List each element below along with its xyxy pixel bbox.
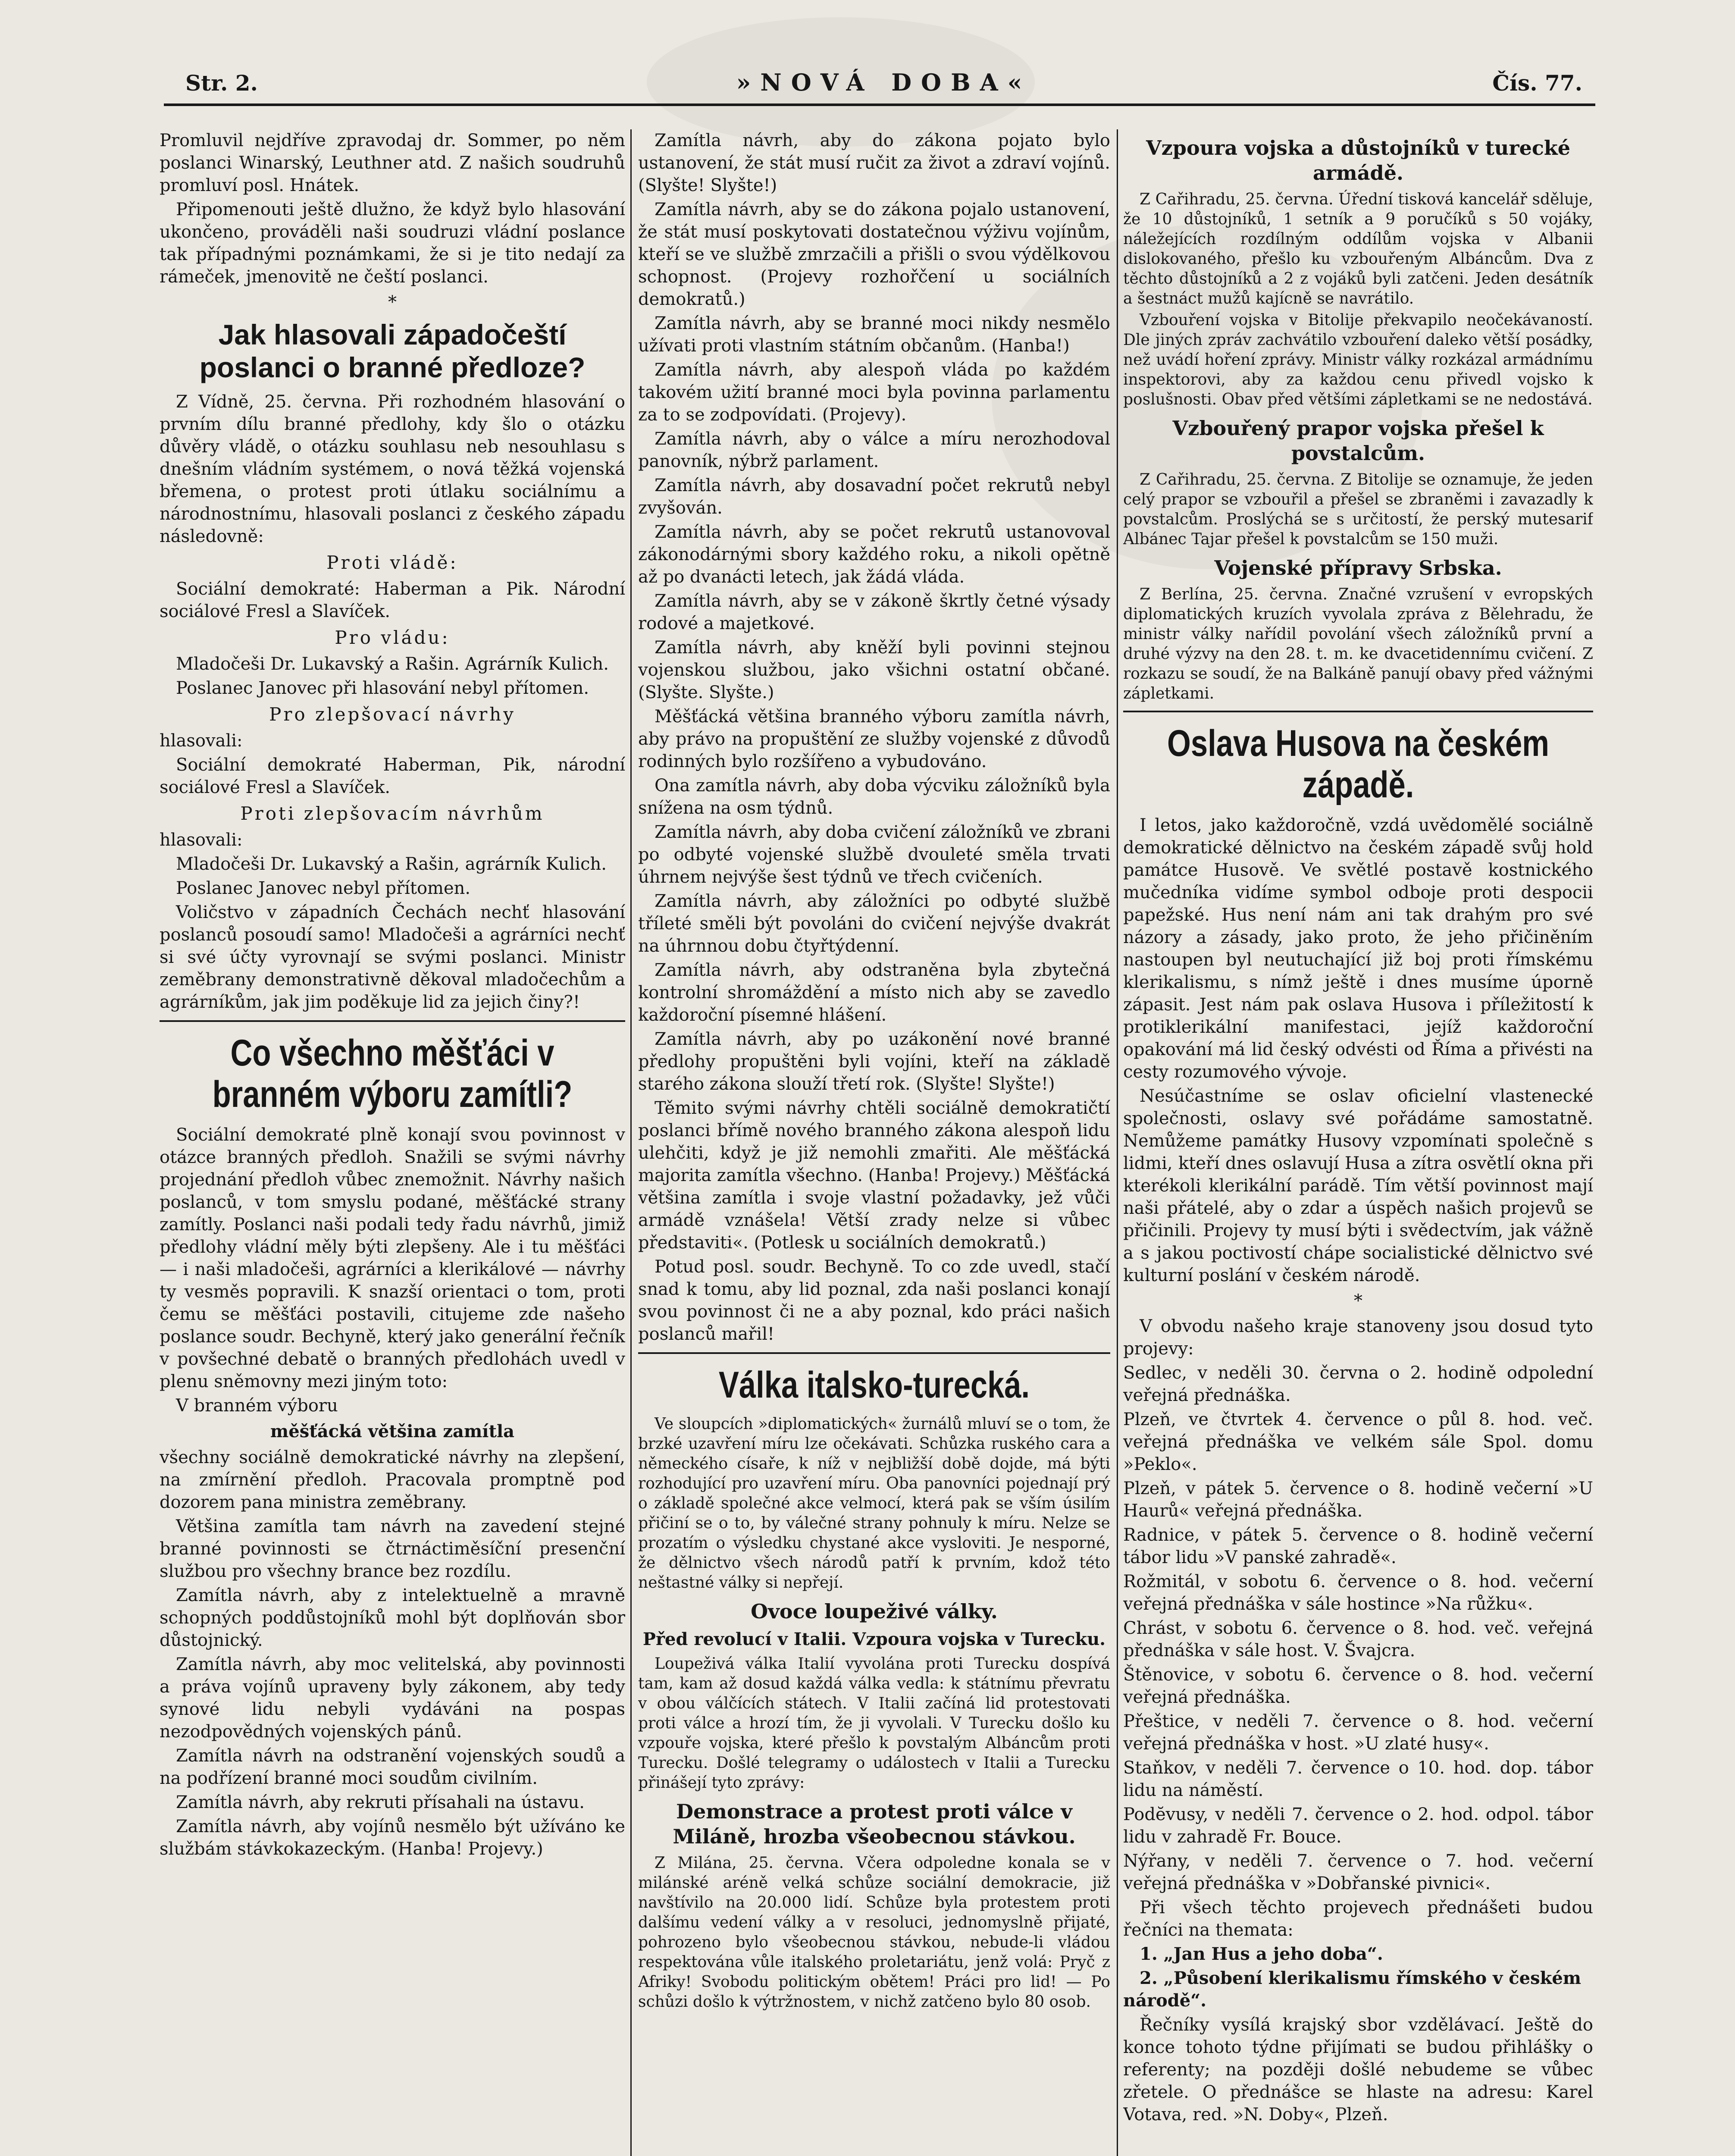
article-paragraph: Zamítla návrh, aby o válce a míru nerozhodoval panovník, nýbrž parlament. xyxy=(638,429,1110,471)
article-paragraph: Zamítla návrh, aby do zákona pojato bylo ustanovení, že stát musí ručit za život a zdraví vojínů. (Slyšte! Slyšte!) xyxy=(638,131,1110,195)
topic-item: 1. „Jan Hus a jeho doba“. xyxy=(1140,1944,1383,1964)
column-3 xyxy=(1123,129,1593,2156)
article-paragraph: Potud posl. soudr. Bechyně. To co zde uvedl, stačí snad k tomu, aby lid poznal, zda naši poslanci konají svou povinnost či ne a aby poznal, kdo práci našich poslanců mařil! xyxy=(638,1257,1110,1344)
vote-group-note: Poslanec Janovec při hlasování nebyl přítomen. xyxy=(176,678,589,698)
schedule-item: Sedlec, v neděli 30. června o 2. hodině odpolední veřejná přednáška. xyxy=(1123,1363,1593,1405)
vote-group-heading: Pro zlepšovací návrhy xyxy=(269,704,516,725)
schedule-item: Radnice, v pátek 5. července o 8. hodině večerní tábor lidu »V panské zahradě«. xyxy=(1123,1525,1593,1567)
hus-headline: Oslava Husova na českém západě. xyxy=(1167,723,1549,805)
article-paragraph: Zamítla návrh, aby záložníci po odbyté službě tříleté směli být povoláni do cvičení nejvýše dvakrát na úhrnnou dobu čtyřtýdenní. xyxy=(638,891,1110,956)
vote-group-label: hlasovali: xyxy=(160,731,243,751)
article-paragraph: Zamítla návrh, aby doba cvičení záložníků ve zbrani po odbyté vojenské službě dvouleté směla trvati úhrnem nejvýše šest týdnů ve třech cvičeních. xyxy=(638,822,1110,887)
page-header xyxy=(185,67,1582,101)
separator: * xyxy=(1354,1291,1362,1311)
column-1 xyxy=(160,129,625,2156)
serbia-text: Z Berlína, 25. června. Značné vzrušení v evropských diplomatických kruzích vyvolala zpráva z Bělehradu, že ministr války nařídil povolání všech záložníků první a druhé výzvy na den 28. t. m. ke dvacetidennímu cvičení. Z rozkazu se soudí, že na Balkáně panují obavy před vážnými zápletkami. xyxy=(1123,586,1593,702)
war-intro: Ve sloupcích »diplomatických« žurnálů mluví se o tom, že brzké uzavření míru lze očekávati. Schůzka ruského cara a německého císaře, k níž v nejbližší době dojde, má býti rozhodující pro uzavření míru. Oba panovníci pojednají prý o základě společné akce velmocí, která pak se vším úsilím přičiní se o to, by válečné strany pohnuly k míru. Nelze se prozatím o výsledku chystané akce vysloviti. Je nesporné, že dělnictvo všech národů patří k prvním, kdož této neštastné války si nepřejí. xyxy=(638,1415,1110,1592)
column-divider xyxy=(630,129,632,2156)
article-paragraph: Zamítla návrh, aby odstraněna byla zbytečná kontrolní shromáždění a místo nich aby se zavedlo každoroční písemné hlášení. xyxy=(638,960,1110,1025)
schedule-item: Plzeň, v pátek 5. července o 8. hodině večerní »U Haurů« veřejná přednáška. xyxy=(1123,1479,1593,1521)
vote-group-heading: Proti zlepšovacím návrhům xyxy=(240,803,545,824)
vote-group-heading: Proti vládě: xyxy=(326,552,458,573)
schedule-item: Štěnovice, v sobotu 6. července o 8. hod. večerní veřejná přednáška. xyxy=(1123,1665,1593,1707)
plunder-subheading: Před revolucí v Italii. Vzpoura vojska v Turecku. xyxy=(642,1629,1106,1649)
revolt-headline: Vzpoura vojska a důstojníků v turecké armádě. xyxy=(1146,136,1571,185)
vote-group-heading: Pro vládu: xyxy=(335,627,450,648)
article-paragraph: Zamítla návrh, aby se branné moci nikdy nesmělo užívati proti vlastním státním občanům. (Hanba!) xyxy=(638,313,1110,356)
schedule-item: Plzeň, ve čtvrtek 4. července o půl 8. hod. več. veřejná přednáška ve velkém sále Spol. domu »Peklo«. xyxy=(1123,1410,1593,1474)
flag-text: Z Cařihradu, 25. června. Z Bitolije se oznamuje, že jeden celý prapor se vzbouřil a přešel se zbraněmi i zavazadly k povstalcům. Proslýchá se s určitostí, že perský mutesarif Albánec Tajar přešel k povstalcům se 150 muži. xyxy=(1123,471,1593,548)
vote-group-note: Poslanec Janovec nebyl přítomen. xyxy=(176,878,471,898)
schedule-item: Rožmitál, v sobotu 6. července o 8. hod. večerní veřejná přednáška v sále hostince »Na růžku«. xyxy=(1123,1572,1593,1614)
revolt-text-2: Vzbouření vojska v Bitolije překvapilo neočekávaností. Dle jiných zpráv zachvátilo vzbouření daleko větší posádky, než uvádí hoření zprávy. Ministr války rozkázal armádnímu inspektorovi, aby za každou cenu přivedl vojsko k poslušnosti. Obav před většími zápletkami se ne nedostává. xyxy=(1123,311,1593,408)
vote-group-text: Mladočeši Dr. Lukavský a Rašin. Agrárník Kulich. xyxy=(176,654,609,674)
article-paragraph: Většina zamítla tam návrh na zavedení stejné branné povinnosti se čtrnáctiměsíční presenční službou pro všechny brance bez rozdílu. xyxy=(160,1517,625,1581)
article-paragraph: Zamítla návrh, aby rekruti přísahali na ústavu. xyxy=(176,1792,585,1812)
article-paragraph: Těmito svými návrhy chtěli sociálně demokratičtí poslanci břímě nového branného zákona alespoň lidu ulehčiti, když je již nemohli zmařiti. Ale měšťácká majorita zamítla všechno. (Hanba! Projevy.) Měšťácká většina zamítla i svoje vlastní požadavky, jež vůči armádě vznášela! Větší zrady nelze si vůbec představiti«. (Potlesk u sociálních demokratů.) xyxy=(638,1098,1110,1253)
page-number: Str. 2. xyxy=(185,70,258,96)
speakers-intro: Při všech těchto projevech přednášeti budou řečníci na themata: xyxy=(1123,1898,1593,1940)
schedule-item: Podĕvusy, v neděli 7. července o 2. hod. odpol. tábor lidu v zahradě Fr. Bouce. xyxy=(1123,1805,1593,1847)
revolt-text: Z Cařihradu, 25. června. Úřední tisková kancelář sděluje, že 10 důstojníků, 1 setník a 9 poručíků s 50 vojáky, náležejících rozdílným oddílům vojska v Albanii dislokovaného, přešlo ku vzbouřeným Albáncům. Dva z těchto důstojníků a 2 z vojáků byli zatčeni. Jeden desátník a šestnáct mužů kajícně se navrátilo. xyxy=(1123,191,1593,307)
article-paragraph: Zamítla návrh, aby moc velitelská, aby povinnosti a práva vojínů upraveny byly zákonem, aby tedy synové lidu nebyli vydáváni na pospas nezodpovědných vojenských pánů. xyxy=(160,1655,625,1742)
majority-heading: měšťácká většina zamítla xyxy=(270,1421,515,1442)
demo-text: Z Milána, 25. června. Včera odpoledne konala se v milánské aréně velká schůze sociální demokracie, již navštívilo na 20.000 lidí. Schůze byla protestem proti dalšímu vedení války a v resoluci, jednomyslně přijaté, pohrozeno bylo všeobecnou stávkou, nebude-li vládou respektována vůle italského proletariátu, jenž volá: Pryč z Afriky! Svobodu politickým obětem! Práci pro lid! — Po schůzi došlo k výtržnostem, v nichž zatčeno bylo 80 osob. xyxy=(638,1854,1110,2011)
plunder-headline: Ovoce loupeživé války. xyxy=(751,1600,998,1623)
separator: * xyxy=(388,292,397,312)
schedule-item: Chrást, v sobotu 6. července o 8. hod. več. veřejná přednáška v sále host. V. Švajcra. xyxy=(1123,1618,1593,1661)
plunder-text: Loupeživá válka Italií vyvolána proti Turecku dospívá tam, kam až dosud každá válka vedla: k státnímu převratu v obou válčících státech. V Italii začíná lid protestovati proti válce a hrozí tím, že ji vyvolali. V Turecku došlo ku vzpouře vojska, které přešlo k povstalým Albáncům proti Turecku. Došlé telegramy o událostech v Italii a Turecku přinášejí tyto zprávy: xyxy=(638,1655,1110,1792)
vote-lead: Z Vídně, 25. června. Při rozhodném hlasování o prvním dílu branné předlohy, kdy šlo o otázku důvěry vládě, o otázku souhlasu neb nesouhlasu s dnešním vládním systémem, o nová těžká vojenská břemena, o protest proti útlaku sociálnímu a národnostnímu, hlasovali poslanci z českého západu následovně: xyxy=(160,392,625,546)
closing-paragraph: Řečníky vysílá krajský sbor vzdělávací. Ještě do konce tohoto týdne přijímati se budou přihlášky o referenty; na později došlé nebudeme se vůbec zřetele. O přednášce se hlaste na adresu: Karel Votava, red. »N. Doby«, Plzeň. xyxy=(1123,2015,1593,2125)
article-paragraph: Zamítla návrh, aby kněží byli povinni stejnou vojenskou službou, jako všichni ostatní občané. (Slyšte. Slyšte.) xyxy=(638,638,1110,702)
vote-group-text: Sociální demokraté: Haberman a Pik. Národní sociálové Fresl a Slavíček. xyxy=(160,579,625,621)
article-paragraph: Zamítla návrh, aby se do zákona pojalo ustanovení, že stát musí poskytovati dostatečnou výživu vojínům, kteří se ve službě zmrzačili a přišli o svou výdělkovou schopnost. (Projevy rozhořčení u sociálních demokratů.) xyxy=(638,200,1110,309)
vote-group-text: Mladočeši Dr. Lukavský a Rašin, agrárník Kulich. xyxy=(176,854,607,874)
section-rule xyxy=(160,1020,625,1022)
vote-headline: Jak hlasovali západočeští poslanci o branné předloze? xyxy=(199,319,586,383)
article-paragraph: Zamítla návrh, aby vojínů nesmělo být užíváno ke službám stávkokazeckým. (Hanba! Projevy.) xyxy=(160,1817,625,1859)
burghers-headline: Co všechno měšťáci v branném výboru zamítli? xyxy=(212,1032,573,1115)
section-rule xyxy=(638,1352,1110,1354)
schedule-item: Přeštice, v neděli 7. července o 8. hod. večerní veřejná přednáška v host. »U zlaté husy«. xyxy=(1123,1711,1593,1754)
schedule-intro: V obvodu našeho kraje stanoveny jsou dosud tyto projevy: xyxy=(1123,1316,1593,1359)
article-paragraph: Zamítla návrh, aby alespoň vláda po každém takovém užití branné moci byla povinna parlamentu za to se zodpovídati. (Projevy). xyxy=(638,360,1110,425)
header-rule xyxy=(164,103,1595,106)
article-paragraph: všechny sociálně demokratické návrhy na zlepšení, na zmírnění předloh. Pracovala promptně pod dozorem pana ministra zeměbrany. xyxy=(160,1448,625,1512)
demo-headline: Demonstrace a protest proti válce v Miláně, hrozba všeobecnou stávkou. xyxy=(673,1800,1076,1848)
vote-closing: Voličstvo v západních Čechách nechť hlasování poslanců posoudí samo! Mladočeši a agrárníci nechť si své účty vyrovnají se svými poslanci. Ministr zeměbrany demonstrativně děkoval mladočechům a agrárníkům, jak jim poděkuje lid za jejich činy?! xyxy=(160,903,625,1012)
article-paragraph: Zamítla návrh, aby se v zákoně škrtly četné výsady rodové a majetkové. xyxy=(638,591,1110,633)
issue-number: Čís. 77. xyxy=(1492,70,1582,96)
column-2 xyxy=(638,129,1110,2156)
article-paragraph: Zamítla návrh, aby z intelektuelně a mravně schopných poddůstojníků mohl být doplňován sbor důstojnický. xyxy=(160,1586,625,1650)
article-paragraph: Sociální demokraté plně konají svou povinnost v otázce branných předloh. Snažili se svými návrhy projednání předloh vůbec znemožnit. Návrhy našich poslanců, v tom smyslu podané, měšťácké strany zamítly. Poslanci naši podali tedy řadu návrhů, jimiž předlohy vládní měly býti zlepšeny. Ale i tu měšťáci — i naši mladočeši, agrárníci a klerikálové — návrhy ty vesměs popravili. K snazší orientaci o tom, proti čemu se měšťáci postavili, citujeme zde našeho poslance soudr. Bechyně, který jako generální řečník v povšechné debatě o branných předlohách uvedl v plenu sněmovny mezi jiným toto: xyxy=(160,1125,625,1391)
article-paragraph: Zamítla návrh, aby po uzákonění nové branné předlohy propuštěni byli vojíni, kteří na základě starého zákona slouží třetí rok. (Slyšte! Slyšte!) xyxy=(638,1029,1110,1094)
schedule-item: Staňkov, v neděli 7. července o 10. hod. dop. tábor lidu na náměstí. xyxy=(1123,1758,1593,1800)
article-paragraph: Zamítla návrh, aby se počet rekrutů ustanovoval zákonodárnými sbory každého roku, a nikoli opětně až po dvanácti letech, jak žádá vláda. xyxy=(638,522,1110,587)
topic-item: 2. „Působení klerikalismu římského v českém národě“. xyxy=(1123,1968,1582,2011)
war-headline: Válka italsko-turecká. xyxy=(718,1364,1030,1406)
article-paragraph: Nesúčastníme se oslav oficielní vlastenecké společnosti, oslavy své pořádáme samostatně. Nemůžeme památky Husovy vzpomínati společně s lidmi, kteří dnes oslavují Husa a zítra osvětlí okna při kterékoli klerikální parádě. Tím větší povinnost mají naši přátelé, aby o zdar a úspěch našich projevů se přičinili. Projevy ty musí býti i svědectvím, jak vážně a s jakou poctivostí chápe socialistické dělnictvo své kulturní poslání v českém národě. xyxy=(1123,1086,1593,1285)
flag-headline: Vzbouřený prapor vojska přešel k povstalcům. xyxy=(1172,417,1544,465)
article-paragraph: Měšťácká většina branného výboru zamítla návrh, aby právo na propuštění ze služby vojenské z důvodů rodinných bylo rozšířeno a vybudováno. xyxy=(638,707,1110,771)
article-paragraph: Připomenouti ještě dlužno, že když bylo hlasování ukončeno, prováděli naši soudruzi vládní poslance tak případnými poznámkami, že si je tito nedají za rámeček, jmenovitě ne čeští poslanci. xyxy=(160,200,625,287)
article-paragraph: Ona zamítla návrh, aby doba výcviku záložníků byla snížena na osm týdnů. xyxy=(638,776,1110,818)
schedule-item: Nýřany, v neděli 7. července o 7. hod. večerní veřejná přednáška v »Dobřanské pivnici«. xyxy=(1123,1851,1593,1893)
column-divider xyxy=(1117,129,1118,2156)
article-paragraph: Promluvil nejdříve zpravodaj dr. Sommer, po něm poslanci Winarský, Leuthner atd. Z našich soudruhů promluví posl. Hnátek. xyxy=(160,131,625,195)
serbia-headline: Vojenské přípravy Srbska. xyxy=(1214,556,1502,580)
article-paragraph: I letos, jako každoročně, vzdá uvědomělé sociálně demokratické dělnictvo na českém západě svůj hold památce Husově. Ve světlé postavě kostnického mučedníka vidíme symbol odboje proti despocii papežské. Hus není nám ani tak drahým pro své názory a zásady, jako proto, že jeho přičiněním nastoupen byl neutuchající již boj proti římskému klerikalismu, s nímž ještě i dnes musíme úporně zápasit. Jest nám pak oslava Husova i příležitostí k protiklerikální manifestaci, jejíž každoroční opakování má lid český odvésti od Říma a přivésti na cesty rozumového vývoje. xyxy=(1123,815,1593,1082)
vote-group-text: Sociální demokraté Haberman, Pik, národní sociálové Fresl a Slavíček. xyxy=(160,755,625,797)
vote-group-label: hlasovali: xyxy=(160,830,243,850)
masthead-title: »NOVÁ DOBA« xyxy=(736,69,1032,96)
article-paragraph: Zamítla návrh na odstranění vojenských soudů a na podřízení branné moci soudům civilním. xyxy=(160,1746,625,1788)
article-paragraph: Zamítla návrh, aby dosavadní počet rekrutů nebyl zvyšován. xyxy=(638,476,1110,518)
section-rule xyxy=(1123,711,1593,712)
article-paragraph: V branném výboru xyxy=(176,1396,338,1416)
